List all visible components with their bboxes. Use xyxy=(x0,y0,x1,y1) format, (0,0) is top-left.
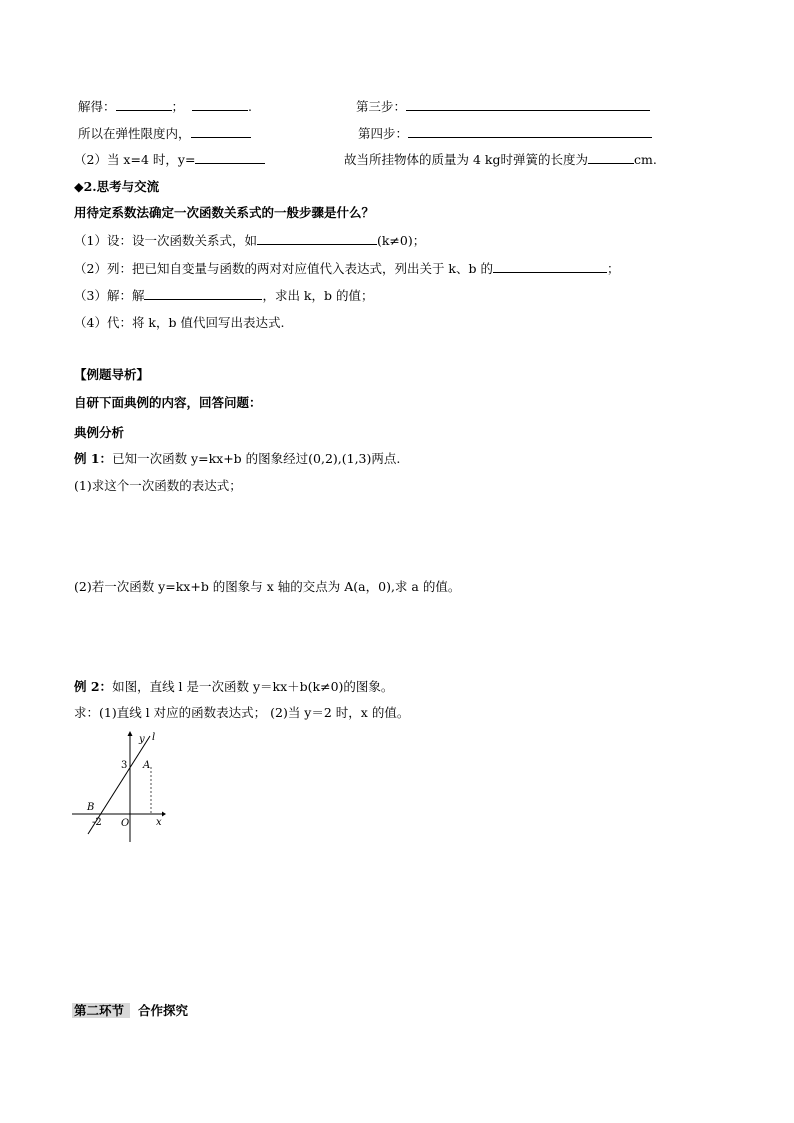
step3-line xyxy=(356,98,650,115)
section-subtitle: 合作探究 xyxy=(137,1003,188,1018)
step3-solve-line xyxy=(74,287,373,304)
step1-text: （1）设：设一次函数关系式，如 xyxy=(74,233,257,248)
y-axis-label: y xyxy=(139,734,145,745)
x-axis-arrow xyxy=(162,812,166,817)
example2-question: 求：(1)直线 l 对应的函数表达式； (2)当 y＝2 时，x 的值。 xyxy=(74,705,410,720)
answer-blank[interactable] xyxy=(257,232,377,245)
example1-text: 已知一次函数 y=kx+b 的图象经过(0,2),(1,3)两点. xyxy=(112,451,401,466)
line-label: l xyxy=(152,732,156,743)
solve-separator: ； xyxy=(171,99,185,114)
point-a-label: A xyxy=(143,760,151,771)
x-axis-label: x xyxy=(156,817,162,828)
answer-blank[interactable] xyxy=(192,98,248,111)
solve-label: 解得： xyxy=(78,99,116,114)
step1-line xyxy=(74,232,425,249)
example-heading: 【例题导析】 xyxy=(74,367,150,382)
q2-label: （2）当 x=4 时，y= xyxy=(74,152,196,167)
step4-label: 第四步： xyxy=(358,126,409,141)
q2-line xyxy=(74,151,265,168)
example1-question2: (2)若一次函数 y=kx+b 的图象与 x 轴的交点为 A(a，0),求 a 的值。 xyxy=(74,579,461,594)
think-question: 用待定系数法确定一次函数关系式的一般步骤是什么？ xyxy=(74,205,375,220)
answer-blank[interactable] xyxy=(191,125,251,138)
y-intercept-label: 3 xyxy=(121,760,128,771)
step1-tail: (k≠0)； xyxy=(376,233,426,248)
step2-tail: ； xyxy=(606,261,620,276)
example2-text: 如图，直线 l 是一次函数 y＝kx＋b(k≠0)的图象。 xyxy=(112,679,394,694)
example1-line xyxy=(74,451,400,467)
answer-blank[interactable] xyxy=(406,98,650,111)
x-intercept-label: -2 xyxy=(92,817,102,828)
example-instruction: 自研下面典例的内容，回答问题： xyxy=(74,395,262,410)
elastic-label: 所以在弹性限度内， xyxy=(78,126,191,141)
solve-line xyxy=(78,98,252,115)
section-title: 第二环节 xyxy=(72,1003,130,1018)
y-axis-arrow xyxy=(128,731,133,736)
answer-blank[interactable] xyxy=(116,98,172,111)
linear-function-graph xyxy=(70,728,170,846)
conclusion-unit: cm. xyxy=(633,152,657,167)
solve-end: . xyxy=(247,99,252,114)
answer-blank[interactable] xyxy=(144,287,262,300)
step3-label: 第三步： xyxy=(356,99,407,114)
origin-label: O xyxy=(121,818,130,829)
example1-label: 例 1： xyxy=(74,451,113,466)
answer-blank[interactable] xyxy=(408,125,652,138)
analysis-heading: 典例分析 xyxy=(74,425,125,440)
step4-line xyxy=(358,125,652,142)
answer-blank[interactable] xyxy=(588,151,634,164)
conclusion-text: 故当所挂物体的质量为 4 kg时弹簧的长度为 xyxy=(344,152,588,167)
think-heading: ◆2.思考与交流 xyxy=(74,179,160,194)
step4-substitute-line: （4）代：将 k，b 值代回写出表达式. xyxy=(74,315,285,330)
example1-question1: (1)求这个一次函数的表达式； xyxy=(74,478,242,493)
step2-text: （2）列：把已知自变量与函数的两对对应值代入表达式，列出关于 k、b 的 xyxy=(74,261,493,276)
example2-line xyxy=(74,679,393,695)
example2-label: 例 2： xyxy=(74,679,113,694)
answer-blank[interactable] xyxy=(195,151,265,164)
step2-line xyxy=(74,260,620,277)
section-title-line xyxy=(72,1003,188,1019)
conclusion-line xyxy=(344,151,657,168)
answer-blank[interactable] xyxy=(493,260,607,273)
step3-text: （3）解：解 xyxy=(74,288,145,303)
elastic-line xyxy=(78,125,251,142)
step3-tail: ，求出 k，b 的值； xyxy=(262,288,374,303)
point-b-label: B xyxy=(87,802,95,813)
